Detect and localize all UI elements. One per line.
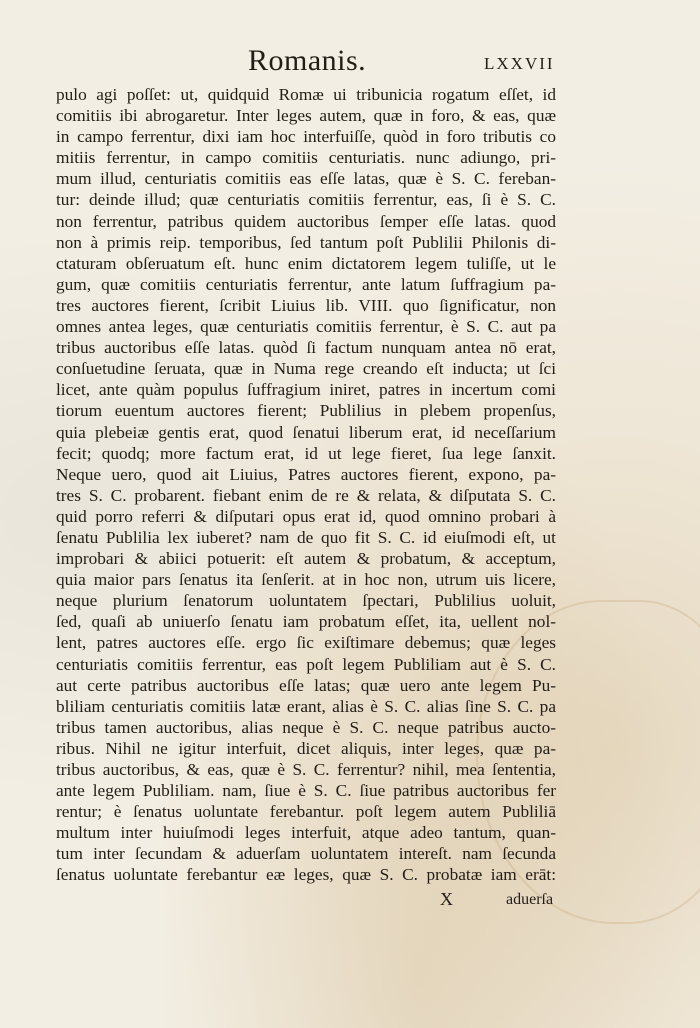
text-line: ribus. Nihil ne igitur interfuit, dicet aliquis, inter leges, quæ pa-	[56, 738, 556, 758]
text-line: lent, patres auctores eſſe. ergo ſic exiſtimare debemus; quæ leges	[56, 633, 556, 653]
text-line: neque plurium ſenatorum uoluntatem ſpectari, Publilius uoluit,	[56, 591, 556, 611]
text-line: centuriatis comitiis ferrentur, eas poſt legem Publiliam aut è S. C.	[56, 654, 556, 674]
text-line: Neque uero, quod ait Liuius, Patres auctores fierent, expono, pa-	[56, 464, 556, 484]
text-line: mitiis ferrentur, in campo comitiis centuriatis. nunc adiungo, pri-	[56, 148, 556, 168]
text-line: ctaturam obſeruatum eſt. hunc enim dictatorem legem tuliſſe, ut le	[56, 253, 556, 273]
text-line: tribus tamen auctoribus, alias neque è S. C. neque patribus aucto-	[56, 717, 556, 737]
text-line: improbari & abiici potuerit: eſt autem & probatum, & acceptum,	[56, 549, 556, 569]
text-line: aut certe patribus auctoribus eſſe latas; quæ uero ante legem Pu-	[56, 675, 556, 695]
catchword: aduerſa	[506, 891, 554, 908]
text-line: ſenatu Publilia lex iuberet? nam de quo fit S. C. id eiuſmodi eſt, ut	[56, 527, 556, 547]
text-line: tiorum euentum auctores fierent; Publilius in plebem propenſus,	[56, 401, 556, 421]
text-line: multum inter huiuſmodi leges interfuit, atque adeo tantum, quan-	[56, 823, 556, 843]
text-line: pulo agi poſſet: ut, quidquid Romæ ui tribunicia rogatum eſſet, id	[56, 85, 556, 104]
page-title: Romanis.	[248, 44, 367, 77]
text-line: ante legem Publiliam. nam, ſiue è S. C. ſiue patribus auctoribus fer	[56, 781, 556, 801]
running-head	[0, 40, 700, 90]
text-line: quia maior pars ſenatus ita ſenſerit. at in hoc non, utrum uis licere,	[56, 570, 556, 590]
text-line: ſenatus uoluntate ferebantur eæ leges, quæ S. C. probatæ iam erāt:	[56, 865, 556, 885]
signature-mark: X	[440, 889, 453, 909]
text-line: licet, ante quàm populus ſuffragium iniret, patres in incertum comi	[56, 380, 556, 400]
text-line: non ferrentur, patribus quidem auctoribus ſemper eſſe latas. quod	[56, 211, 556, 231]
text-line: ſed, quaſi ab uniuerſo ſenatu iam probatum eſſet, ita, uellent nol-	[56, 612, 556, 632]
text-line: conſuetudine ſeruata, quæ in Numa rege creando eſt inducta; ut ſci	[56, 359, 556, 379]
folio-number: LXXVII	[484, 54, 555, 73]
text-line: quia plebeiæ gentis erat, quod ſenatui liberum erat, id neceſſarium	[56, 422, 556, 442]
page-footer	[0, 889, 700, 913]
text-line: non à primis reip. temporibus, ſed tantum poſt Publilii Philonis di-	[56, 232, 556, 252]
text-line: fecit; quodq; more factum erat, id ut lege fieret, ſua lege ſanxit.	[56, 443, 556, 463]
text-line: tres S. C. probarent. fiebant enim de re & relata, & diſputata S. C.	[56, 485, 556, 505]
text-line: rentur; è ſenatus uoluntate ferebantur. poſt legem autem Publiliā	[56, 802, 556, 822]
text-line: tribus auctoribus, & eas, quæ è S. C. ferrentur? nihil, mea ſententia,	[56, 760, 556, 779]
body-text	[56, 84, 556, 886]
text-line: mum illud, centuriatis comitiis eas eſſe latas, quæ è S. C. fereban-	[56, 169, 556, 189]
text-line: gum, quæ comitiis centuriatis ferrentur, ante latum ſuffragium pa-	[56, 274, 556, 294]
text-line: quid porro referri & diſputari opus erat id, quod omnino probari à	[56, 506, 556, 526]
text-line: bliliam centuriatis comitiis latæ erant, alias è S. C. alias ſine S. C. pa	[56, 696, 556, 716]
text-line: tum inter ſecundam & aduerſam uoluntatem intereſt. nam ſecunda	[56, 844, 556, 864]
text-line: tur: deinde illud; quæ centuriatis comitiis ferrentur, eas, ſi è S. C.	[56, 190, 556, 210]
text-line: comitiis ibi abrogaretur. Inter leges autem, quæ in foro, & eas, quæ	[56, 106, 556, 126]
text-line: tribus auctoribus eſſe latas. quòd ſi factum nunquam antea nō erat,	[56, 338, 556, 358]
text-line: tres auctores fierent, ſcribit Liuius lib. VIII. quo ſignificatur, non	[56, 295, 556, 315]
text-line: in campo ferrentur, dixi iam hoc interfuiſſe, quòd in foro tributis co	[56, 127, 556, 147]
text-line: omnes antea leges, quæ centuriatis comitiis ferrentur, è S. C. aut pa	[56, 317, 556, 337]
